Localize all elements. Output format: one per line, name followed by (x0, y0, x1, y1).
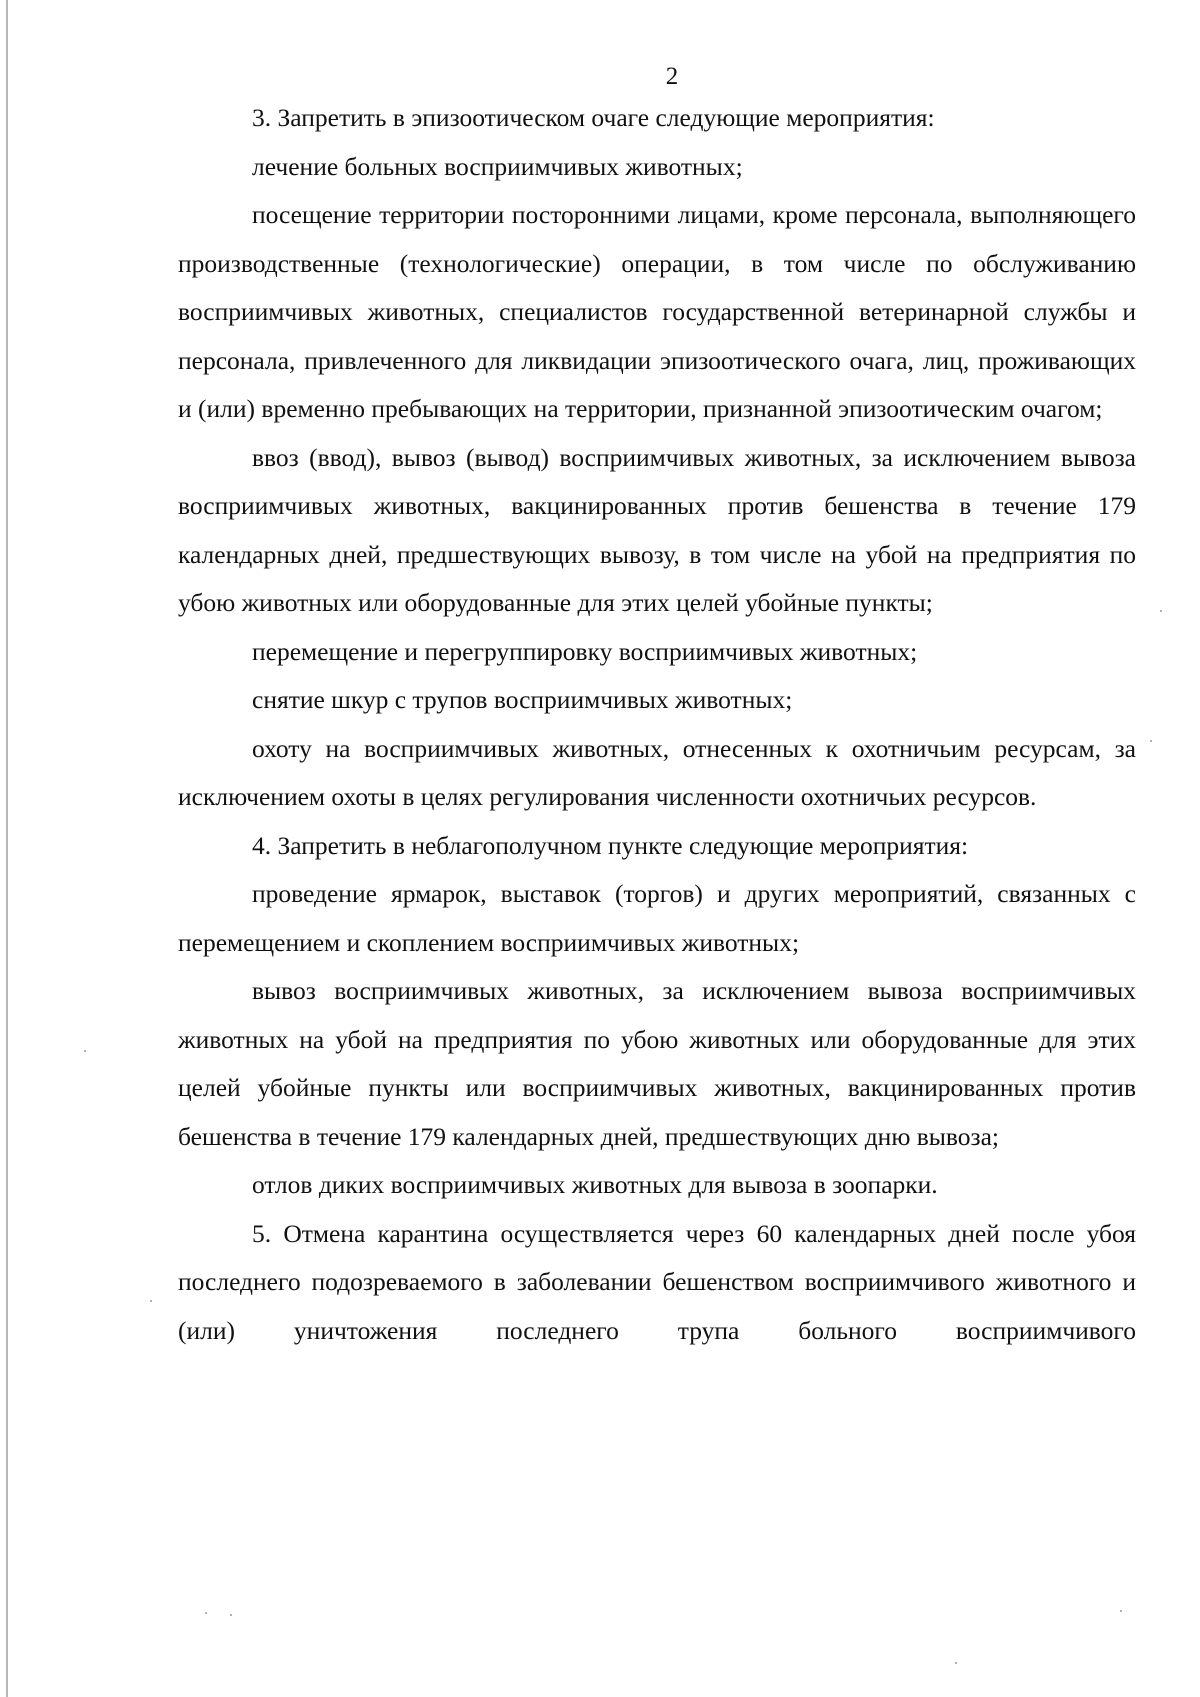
paragraph-export-ban: вывоз восприимчивых животных, за исключением вывоза восприимчивых животных на убой на предприятия по убою животных или оборудованные для этих целей убойные пункты или восприимчивых животных, вакцинированных против бешенства в течение 179 календарных дней, предшествующих дню вывоза; (178, 976, 1136, 1151)
paragraph-treatment-ban: лечение больных восприимчивых животных; (252, 151, 743, 181)
scan-speck (150, 1300, 152, 1302)
scan-speck (205, 1612, 207, 1614)
paragraph-item-3: 3. Запретить в эпизоотическом очаге следующие мероприятия: (252, 103, 935, 132)
scan-speck (955, 1662, 957, 1664)
scan-speck (230, 1614, 232, 1616)
paragraph-skinning-ban: снятие шкур с трупов восприимчивых животных; (252, 685, 793, 714)
page-number: 2 (665, 63, 679, 90)
paragraph-regrouping-ban: перемещение и перегруппировку восприимчивых животных; (252, 636, 918, 666)
paragraph-visit-ban: посещение территории посторонними лицами, кроме персонала, выполняющего производственные (технологические) операции, в том числе по обслуживанию восприимчивых животных, специалистов государственной ветеринарной службы и персонала, привлеченного для ликвидации эпизоотического очага, лиц, проживающих и (или) временно пребывающих на территории, признанной эпизоотическим очагом; (178, 200, 1136, 423)
scan-speck (1150, 740, 1152, 742)
scan-speck (1120, 1610, 1122, 1612)
paragraph-capture-ban: отлов диких восприимчивых животных для вывоза в зоопарки. (252, 1170, 938, 1199)
paragraph-fairs-ban: проведение ярмарок, выставок (торгов) и других мероприятий, связанных с перемещением и скоплением восприимчивых животных; (178, 879, 1136, 957)
paragraph-item-5: 5. Отмена карантина осуществляется через 60 календарных дней после убоя последнего подозреваемого в заболевании бешенством восприимчивого животного и (или) уничтожения последнего трупа больного восприимчивого (178, 1218, 1136, 1345)
paragraph-hunting-ban: охоту на восприимчивых животных, отнесенных к охотничьим ресурсам, за исключением охоты в целях регулирования численности охотничьих ресурсов. (178, 733, 1136, 811)
scan-speck (1160, 610, 1162, 612)
scan-edge (0, 0, 8, 1697)
paragraph-import-export-ban: ввоз (ввод), вывоз (вывод) восприимчивых животных, за исключением вывоза восприимчивых животных, вакцинированных против бешенства в течение 179 календарных дней, предшествующих вывозу, в том числе на убой на предприятия по убою животных или оборудованные для этих целей убойные пункты; (178, 442, 1136, 617)
scan-speck (84, 1050, 86, 1052)
document-page (178, 60, 1136, 1355)
paragraph-item-4: 4. Запретить в неблагополучном пункте следующие мероприятия: (252, 830, 969, 860)
